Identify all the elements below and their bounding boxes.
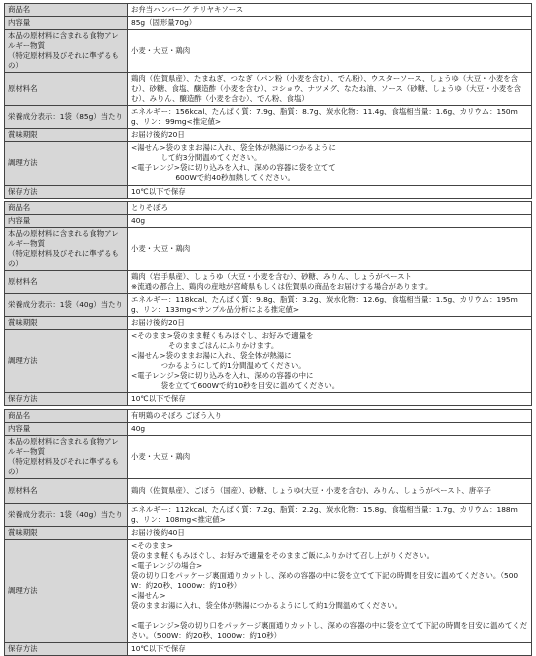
value-allergens: 小麦・大豆・鶏肉 — [128, 30, 532, 73]
label-ingredients: 原材料名 — [5, 478, 128, 503]
value-allergens: 小麦・大豆・鶏肉 — [128, 436, 532, 479]
label-best-before: 賞味期限 — [5, 526, 128, 539]
value-cooking-method: <そのまま>袋のまま軽くもみほぐし、お好みで適量を そのままごはんにふりかけます。 <湯せん>袋のままお湯に入れ、袋全体が熱湯に つかるようにして約1分間温めてください。 <電子レンジ>袋に切り込みを入れ、深めの容器の中に 袋を立てて600Wで約10秒を目安に温めてください。 — [128, 329, 532, 392]
row-ingredients — [5, 72, 532, 105]
value-ingredients: 鶏肉（佐賀県産）、ごぼう（国産）、砂糖、しょうゆ(大豆・小麦を含む)、みりん、しょうがペースト、唐辛子 — [128, 478, 532, 503]
product-spec-table-1 — [4, 3, 532, 199]
value-storage: 10℃以下で保存 — [128, 642, 532, 655]
row-nutrition — [5, 293, 532, 316]
label-product-name: 商品名 — [5, 202, 128, 215]
label-content-amount: 内容量 — [5, 17, 128, 30]
label-cooking-method: 調理方法 — [5, 329, 128, 392]
value-best-before: お届け後約40日 — [128, 526, 532, 539]
label-content-amount: 内容量 — [5, 215, 128, 228]
value-best-before: お届け後約20日 — [128, 128, 532, 141]
value-product-name: とりそぼろ — [128, 202, 532, 215]
label-allergens: 本品の原材料に含まれる食物アレルギー物質 （特定原材料及びそれに準ずるもの） — [5, 30, 128, 73]
label-allergens: 本品の原材料に含まれる食物アレルギー物質 （特定原材料及びそれに準ずるもの） — [5, 436, 128, 479]
value-content-amount: 40g — [128, 215, 532, 228]
row-product-name — [5, 4, 532, 17]
value-nutrition: エネルギー：118kcal、たんぱく質：9.8g、脂質：3.2g、炭水化物：12.6g、食塩相当量：1.5g、カリウム：195mg、リン：133mg<サンプル品分析による推定値> — [128, 293, 532, 316]
value-content-amount: 40g — [128, 423, 532, 436]
row-allergens — [5, 436, 532, 479]
row-storage — [5, 185, 532, 198]
value-nutrition: エネルギー：156kcal、たんぱく質：7.9g、脂質：8.7g、炭水化物：11.4g、食塩相当量：1.6g、カリウム：150mg、リン：99mg<推定値> — [128, 105, 532, 128]
label-storage: 保存方法 — [5, 392, 128, 405]
row-content-amount — [5, 215, 532, 228]
value-product-name: 有明鶏のそぼろ ごぼう入り — [128, 410, 532, 423]
label-storage: 保存方法 — [5, 642, 128, 655]
value-nutrition: エネルギー：112kcal、たんぱく質：7.2g、脂質：2.2g、炭水化物：15.8g、食塩相当量：1.7g、カリウム：188mg、リン：108mg<推定値> — [128, 503, 532, 526]
row-ingredients — [5, 270, 532, 293]
row-allergens — [5, 30, 532, 73]
row-best-before — [5, 316, 532, 329]
label-ingredients: 原材料名 — [5, 270, 128, 293]
label-storage: 保存方法 — [5, 185, 128, 198]
value-storage: 10℃以下で保存 — [128, 185, 532, 198]
value-product-name: お弁当ハンバーグ テリヤキソース — [128, 4, 532, 17]
value-best-before: お届け後約20日 — [128, 316, 532, 329]
label-nutrition: 栄養成分表示：1袋（40g）当たり — [5, 503, 128, 526]
label-product-name: 商品名 — [5, 4, 128, 17]
value-content-amount: 85g（固形量70g） — [128, 17, 532, 30]
label-nutrition: 栄養成分表示：1袋（40g）当たり — [5, 293, 128, 316]
label-ingredients: 原材料名 — [5, 72, 128, 105]
row-nutrition — [5, 503, 532, 526]
value-ingredients: 鶏肉（佐賀県産）、たまねぎ、つなぎ（パン粉（小麦を含む）、でん粉）、ウスターソース、しょうゆ（大豆・小麦を含む）、砂糖、食塩、醸造酢（小麦を含む）、コショウ、ナツメグ、なたね油、ソース（砂糖、しょうゆ（大豆・小麦を含む）、みりん、醸造酢（小麦を含む）、でん粉、食塩） — [128, 72, 532, 105]
row-content-amount — [5, 423, 532, 436]
row-cooking-method — [5, 329, 532, 392]
value-ingredients: 鶏肉（岩手県産）、しょうゆ（大豆・小麦を含む）、砂糖、みりん、しょうがペースト ※流通の都合上、鶏肉の産地が宮崎県もしくは佐賀県の商品をお届けする場合があります。 — [128, 270, 532, 293]
label-cooking-method: 調理方法 — [5, 539, 128, 642]
label-product-name: 商品名 — [5, 410, 128, 423]
row-cooking-method — [5, 539, 532, 642]
row-content-amount — [5, 17, 532, 30]
label-nutrition: 栄養成分表示：1袋（85g）当たり — [5, 105, 128, 128]
label-best-before: 賞味期限 — [5, 316, 128, 329]
value-cooking-method: <そのまま> 袋のまま軽くもみほぐし、お好みで適量をそのままご飯にふりかけて召し上がりください。 <電子レンジの場合> 袋の切り口をパッケージ裏面通りカットし、深めの容器の中に袋を立てて下記の時間を目安に温めてください。（500W：約20秒、1000w：約10秒） <湯せん> 袋のままお湯に入れ、袋全体が熱湯につかるようにして約1分間温めてください。 <電子レンジ>袋の切り口をパッケージ裏面通りカットし、深めの容器の中に袋を立てて下記の時間を目安に温めてください。（500W：約20秒、1000w：約10秒） — [128, 539, 532, 642]
label-cooking-method: 調理方法 — [5, 141, 128, 185]
row-ingredients — [5, 478, 532, 503]
row-product-name — [5, 202, 532, 215]
label-content-amount: 内容量 — [5, 423, 128, 436]
row-allergens — [5, 228, 532, 271]
row-product-name — [5, 410, 532, 423]
value-allergens: 小麦・大豆・鶏肉 — [128, 228, 532, 271]
row-best-before — [5, 526, 532, 539]
row-nutrition — [5, 105, 532, 128]
row-cooking-method — [5, 141, 532, 185]
label-best-before: 賞味期限 — [5, 128, 128, 141]
value-storage: 10℃以下で保存 — [128, 392, 532, 405]
row-storage — [5, 392, 532, 405]
value-cooking-method: <湯せん>袋のままお湯に入れ、袋全体が熱湯につかるように して約3分間温めてください。 <電子レンジ>袋に切り込みを入れ、深めの容器に袋を立てて 600Wで約40秒加熱してください。 — [128, 141, 532, 185]
label-allergens: 本品の原材料に含まれる食物アレルギー物質 （特定原材料及びそれに準ずるもの） — [5, 228, 128, 271]
product-spec-table-3 — [4, 409, 532, 656]
row-best-before — [5, 128, 532, 141]
row-storage — [5, 642, 532, 655]
product-spec-table-2 — [4, 201, 532, 406]
